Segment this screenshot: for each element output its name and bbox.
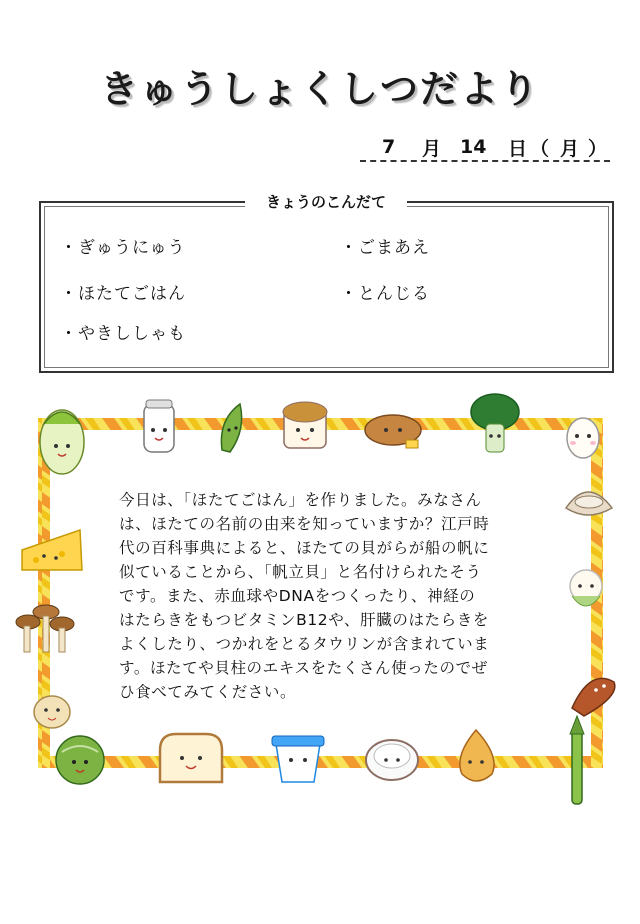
message-line: 似ていることから、「帆立貝」と名付けられたそう — [119, 563, 482, 581]
message-line: ひ食べてみてください。 — [119, 683, 297, 701]
page-title: きゅうしょくしつだより — [99, 67, 540, 111]
message-line: す。ほたてや貝柱のエキスをたくさん使ったのでぜ — [119, 659, 488, 677]
menu-heading: きょうのこんだて — [245, 191, 407, 213]
date-month: 7 — [382, 136, 396, 158]
toast-icon — [160, 734, 222, 782]
date-month-unit: 月 — [422, 137, 442, 160]
menu-item: ・ぎゅうにゅう — [60, 238, 186, 258]
menu-item: ・ごまあえ — [340, 238, 430, 258]
message-line: 代の百科事典によると、ほたての貝がらが船の帆に — [119, 539, 490, 557]
date-day-unit: 日 — [508, 137, 528, 160]
message-line: よくしたり、つかれをとるタウリンが含まれていま — [119, 635, 490, 653]
cabbage-icon — [56, 736, 104, 784]
milk-bottle-icon — [144, 400, 174, 452]
message-line: は、ほたての名前の由来を知っていますか？江戸時 — [119, 515, 490, 533]
onion-icon — [460, 730, 494, 781]
date-weekday-close: ） — [588, 137, 608, 160]
sausage-icon — [572, 678, 615, 716]
chinese-cabbage-icon — [40, 410, 84, 474]
message-line: はたらきをもつビタミンB12や、肝臓のはたらきを — [119, 611, 489, 629]
menu-item: ・やきししゃも — [60, 324, 186, 344]
date-underline — [360, 160, 610, 162]
date — [360, 132, 610, 162]
date-day: 14 — [460, 136, 487, 158]
cheese-icon — [22, 530, 82, 570]
spinach-icon — [471, 394, 519, 452]
natto-icon — [283, 402, 327, 448]
menu-item: ・とんじる — [340, 284, 430, 304]
date-weekday: 月 — [560, 137, 580, 160]
potato-icon — [34, 696, 70, 728]
message-body — [119, 488, 529, 704]
rice-bowl-icon — [366, 740, 418, 780]
asparagus-icon — [570, 716, 584, 804]
date-weekday-open: （ — [530, 137, 550, 160]
message-line: です。また、赤血球やDNAをつくったり、神経の — [119, 587, 476, 605]
mushrooms-icon — [16, 605, 74, 652]
okra-icon — [221, 404, 241, 452]
message-line: 今日は、「ほたてごはん」を作りました。みなさん — [119, 491, 482, 509]
egg-icon — [567, 418, 599, 458]
clam-icon — [566, 492, 612, 515]
yogurt-icon — [272, 736, 324, 782]
ribbon-bottom — [38, 756, 603, 768]
bread-roll-icon — [365, 415, 421, 448]
menu-item: ・ほたてごはん — [60, 284, 186, 304]
